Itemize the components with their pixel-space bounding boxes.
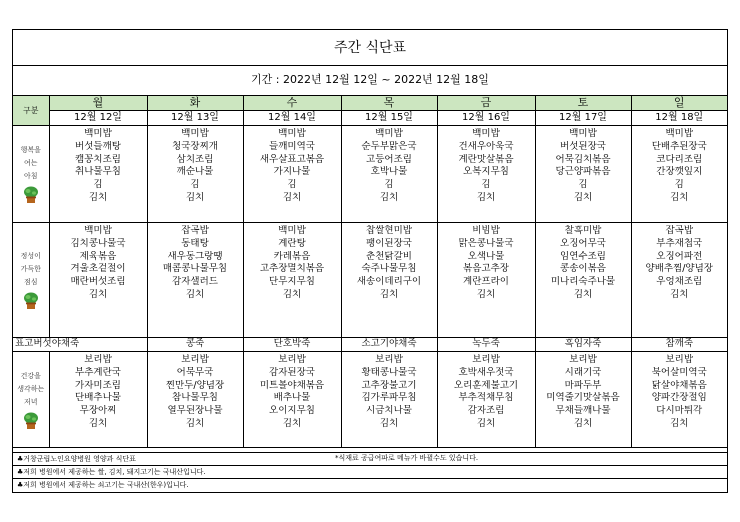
dish-item: 김: [384, 179, 394, 191]
dish-item: 건새우아욱국: [458, 140, 514, 152]
dish-item: 미역줄기맛살볶음: [546, 392, 620, 404]
dish-item: 당근양파볶음: [555, 166, 611, 178]
dish-item: 고등어조림: [366, 153, 412, 165]
dish-item: 김치: [88, 288, 108, 300]
dish-item: 계란탕: [278, 237, 306, 249]
dish-item: 미나리숙주나물: [550, 276, 616, 288]
footer-line: ♣거창군립노인요양병원 영양과 식단표: [13, 452, 727, 464]
dish-item: 가자미조림: [75, 379, 121, 391]
menu-sheet: [12, 29, 728, 493]
dish-item: 버섯들깨탕: [75, 140, 121, 152]
dish-item: 숙주나물무침: [361, 263, 417, 275]
dish-item: 김치: [573, 288, 593, 300]
dish-item: 어묵김치볶음: [555, 153, 611, 165]
potted-plant-icon: [23, 412, 39, 430]
dish-item: 매콤콩나물무침: [162, 263, 228, 275]
dish-item: 제육볶음: [79, 250, 117, 262]
porridge-cell: 녹두죽: [437, 338, 535, 352]
dish-item: 콩송이볶음: [560, 263, 606, 275]
date-cell: 12월 13일: [147, 111, 243, 126]
dish-item: 감자된장국: [269, 366, 315, 378]
meal-label-line: 점심: [23, 278, 38, 286]
dish-item: 부추재첩국: [656, 237, 703, 249]
menu-cell: [437, 223, 535, 338]
meal-label-line: 여는: [23, 159, 38, 167]
dish-item: 김치: [185, 288, 205, 300]
menu-cell: [49, 352, 147, 448]
dish-item: 김: [93, 179, 103, 191]
porridge-cell: 참깨죽: [631, 338, 727, 352]
footer-line: ♣저희 병원에서 제공하는 쌀, 김치, 돼지고기는 국내산입니다.: [13, 465, 727, 477]
menu-cell: [631, 352, 727, 448]
dish-item: 김치: [185, 191, 205, 203]
menu-cell: [631, 223, 727, 338]
meal-label: [13, 126, 49, 223]
menu-cell: [535, 126, 631, 223]
potted-plant-icon: [23, 292, 39, 310]
potted-plant-icon: [23, 186, 39, 204]
meal-label: [13, 223, 49, 338]
dish-item: 김치: [670, 288, 689, 300]
dish-item: 순두부맑은국: [361, 140, 417, 152]
menu-cell: [243, 223, 341, 338]
menu-cell: [49, 223, 147, 338]
menu-cell: [49, 126, 147, 223]
dish-item: 김치: [476, 288, 496, 300]
day-header: 화: [147, 96, 243, 111]
dish-item: 북어살미역국: [651, 366, 707, 378]
dish-item: 볶음고추장: [463, 263, 509, 275]
dish-item: 김치: [573, 191, 593, 203]
dish-item: 오리훈제불고기: [453, 379, 519, 391]
dish-item: 호박새우젓국: [458, 366, 514, 378]
date-cell: 12월 12일: [49, 111, 147, 126]
menu-cell: [243, 352, 341, 448]
dish-item: 감자조림: [467, 405, 505, 417]
dish-item: 시금치나물: [366, 405, 412, 417]
porridge-cell: 소고기야채죽: [341, 338, 437, 352]
dish-item: 배추나물: [273, 392, 311, 404]
dish-item: 김치: [282, 417, 302, 429]
dish-item: 다시마튀각: [656, 405, 703, 417]
dish-item: 보리밥: [472, 354, 500, 365]
dish-item: 가지나물: [273, 166, 311, 178]
period-text: 기간 : 2022년 12월 12일 ~ 2022년 12월 18일: [251, 73, 489, 86]
menu-cell: [341, 223, 437, 338]
dish-item: 백미밥: [665, 128, 694, 139]
dish-item: 황태콩나물국: [361, 366, 417, 378]
dish-item: 보리밥: [665, 354, 694, 365]
dish-item: 고추장멸치볶음: [259, 263, 325, 275]
dish-item: 보리밥: [278, 354, 306, 365]
dish-item: 무장아찌: [79, 405, 117, 417]
menu-cell: [147, 352, 243, 448]
gubun-header: 구분: [13, 96, 49, 126]
footer-note: *식재료 공급여파로 메뉴가 바뀔수도 있습니다.: [335, 454, 479, 462]
dish-item: 겨울초겉절이: [70, 263, 126, 275]
meal-label: [13, 352, 49, 448]
menu-cell: [243, 126, 341, 223]
dish-item: 청국장찌개: [172, 140, 218, 152]
dish-item: 양파간장절임: [651, 392, 707, 404]
dish-item: 김치: [476, 191, 496, 203]
day-header: 수: [243, 96, 341, 111]
dish-item: 참나물무침: [172, 392, 218, 404]
dish-item: 삼치조림: [176, 153, 214, 165]
meal-row: [13, 223, 727, 338]
dish-item: 고추장불고기: [361, 379, 417, 391]
dish-item: 깨순나물: [176, 166, 214, 178]
dish-item: 계란프라이: [463, 276, 509, 288]
menu-cell: [147, 223, 243, 338]
dish-item: 맑은콩나물국: [458, 237, 514, 249]
meal-label-line: 행복을: [20, 146, 41, 154]
dish-item: 호박나물: [370, 166, 408, 178]
meal-row: [13, 126, 727, 223]
dish-item: 임연수조림: [560, 250, 606, 262]
dish-item: 오이지무침: [269, 405, 315, 417]
dish-item: 백미밥: [569, 128, 597, 139]
meal-row: [13, 352, 727, 448]
dish-item: 김: [287, 179, 297, 191]
day-header: 월: [49, 96, 147, 111]
dish-item: 마파두부: [564, 379, 602, 391]
date-cell: 12월 17일: [535, 111, 631, 126]
dish-item: 김치: [379, 191, 399, 203]
meal-label-line: 생각하는: [17, 384, 45, 393]
dish-item: 김: [190, 179, 200, 191]
dish-item: 시래기국: [564, 366, 602, 378]
dish-item: 보리밥: [84, 354, 112, 365]
menu-cell: [631, 126, 727, 223]
dish-item: 백미밥: [472, 128, 500, 139]
dish-item: 코다리조림: [656, 153, 703, 165]
dish-item: 백미밥: [278, 128, 306, 139]
page-title: 주간 식단표: [13, 30, 727, 66]
dish-item: 닭살야채볶음: [651, 379, 707, 391]
dish-item: 김치: [573, 417, 593, 429]
menu-cell: [341, 126, 437, 223]
dish-item: 잡곡밥: [181, 225, 209, 236]
dish-item: 김치: [476, 417, 496, 429]
dish-item: 백미밥: [375, 128, 403, 139]
dish-item: 열무된장나물: [167, 405, 223, 417]
menu-cell: [437, 352, 535, 448]
dish-item: 오복지무침: [463, 166, 509, 178]
meal-label-line: 저녁: [23, 397, 38, 406]
dish-item: 동태탕: [181, 237, 209, 249]
dish-item: 김치: [379, 417, 399, 429]
day-row: [13, 96, 727, 111]
dish-item: 보리밥: [181, 354, 209, 365]
meal-label-line: 정성이: [20, 252, 41, 260]
dish-item: 보리밥: [569, 354, 597, 365]
dish-item: 미트볼야채볶음: [259, 379, 325, 391]
dish-item: 보리밥: [375, 354, 403, 365]
meal-label-line: 건강을: [20, 371, 41, 380]
dish-item: 김가루파무침: [361, 392, 417, 404]
dish-item: 김치: [88, 417, 108, 429]
date-cell: 12월 14일: [243, 111, 341, 126]
dish-item: 카레볶음: [273, 250, 311, 262]
porridge-label: 표고버섯야채죽: [13, 338, 147, 352]
menu-cell: [437, 126, 535, 223]
dish-item: 오색나물: [467, 250, 505, 262]
day-header: 일: [631, 96, 727, 111]
menu-cell: [535, 223, 631, 338]
dish-item: 단배추된장국: [651, 140, 707, 152]
dish-item: 찰흑미밥: [564, 225, 602, 236]
dish-item: 찐만두/양념장: [165, 379, 225, 391]
dish-item: 캠꽁치조림: [75, 153, 121, 165]
meal-label-line: 가득한: [20, 265, 41, 273]
dish-item: 취나물무침: [75, 166, 121, 178]
dish-item: 어묵무국: [176, 366, 214, 378]
dish-item: 김치콩나물국: [70, 237, 126, 249]
dish-item: 새우동그랑땡: [167, 250, 223, 262]
date-cell: 12월 16일: [437, 111, 535, 126]
dish-item: 단배추나물: [75, 392, 121, 404]
dish-item: 계란맛살볶음: [458, 153, 514, 165]
day-header: 금: [437, 96, 535, 111]
porridge-cell: 단호박죽: [243, 338, 341, 352]
dish-item: 김치: [379, 288, 399, 300]
dish-item: 김치: [88, 191, 108, 203]
dish-item: 매란버섯조림: [70, 276, 126, 288]
day-header: 토: [535, 96, 631, 111]
dish-item: 백미밥: [181, 128, 209, 139]
dish-item: 팽이된장국: [366, 237, 412, 249]
date-cell: 12월 18일: [631, 111, 727, 126]
dish-item: 새우살표고볶음: [259, 153, 325, 165]
dish-item: 김: [481, 179, 491, 191]
dish-item: 간장깻잎지: [656, 166, 703, 178]
dish-item: 김: [674, 179, 684, 191]
dish-item: 백미밥: [84, 128, 112, 139]
dish-item: 김치: [282, 191, 302, 203]
porridge-cell: 흑임자죽: [535, 338, 631, 352]
dish-item: 부추계란국: [75, 366, 121, 378]
dish-item: 버섯된장국: [560, 140, 606, 152]
day-header: 목: [341, 96, 437, 111]
dish-item: 오징어무국: [560, 237, 606, 249]
dish-item: 김: [578, 179, 588, 191]
meal-label-line: 아침: [23, 172, 38, 180]
dish-item: 무채들깨나물: [555, 405, 611, 417]
dish-item: 단무지무침: [269, 276, 315, 288]
dish-item: 백미밥: [278, 225, 306, 236]
dish-item: 오징어파전: [656, 250, 703, 262]
menu-table: [13, 95, 727, 448]
dish-item: 양배추찜/양념장: [645, 263, 713, 275]
dish-item: 김치: [185, 417, 205, 429]
footer-line: ♣저희 병원에서 제공하는 쇠고기는 국내산(한우)입니다.: [13, 478, 727, 490]
menu-cell: [341, 352, 437, 448]
dish-item: 부추적채무침: [458, 392, 514, 404]
dish-item: 들깨미역국: [269, 140, 315, 152]
menu-cell: [535, 352, 631, 448]
dish-item: 김치: [670, 191, 689, 203]
dish-item: 김치: [282, 288, 302, 300]
dish-item: 비빔밥: [472, 225, 500, 236]
date-row: [13, 111, 727, 126]
dish-item: 우엉채조림: [656, 276, 703, 288]
date-cell: 12월 15일: [341, 111, 437, 126]
porridge-row: [13, 338, 727, 352]
dish-item: 춘천닭갈비: [366, 250, 412, 262]
menu-cell: [147, 126, 243, 223]
porridge-cell: 콩죽: [147, 338, 243, 352]
dish-item: 새송이데리구이: [356, 276, 422, 288]
dish-item: 김치: [670, 417, 689, 429]
dish-item: 백미밥: [84, 225, 112, 236]
dish-item: 감자샐러드: [172, 276, 218, 288]
dish-item: 잡곡밥: [665, 225, 694, 236]
dish-item: 찹쌀현미밥: [366, 225, 412, 236]
